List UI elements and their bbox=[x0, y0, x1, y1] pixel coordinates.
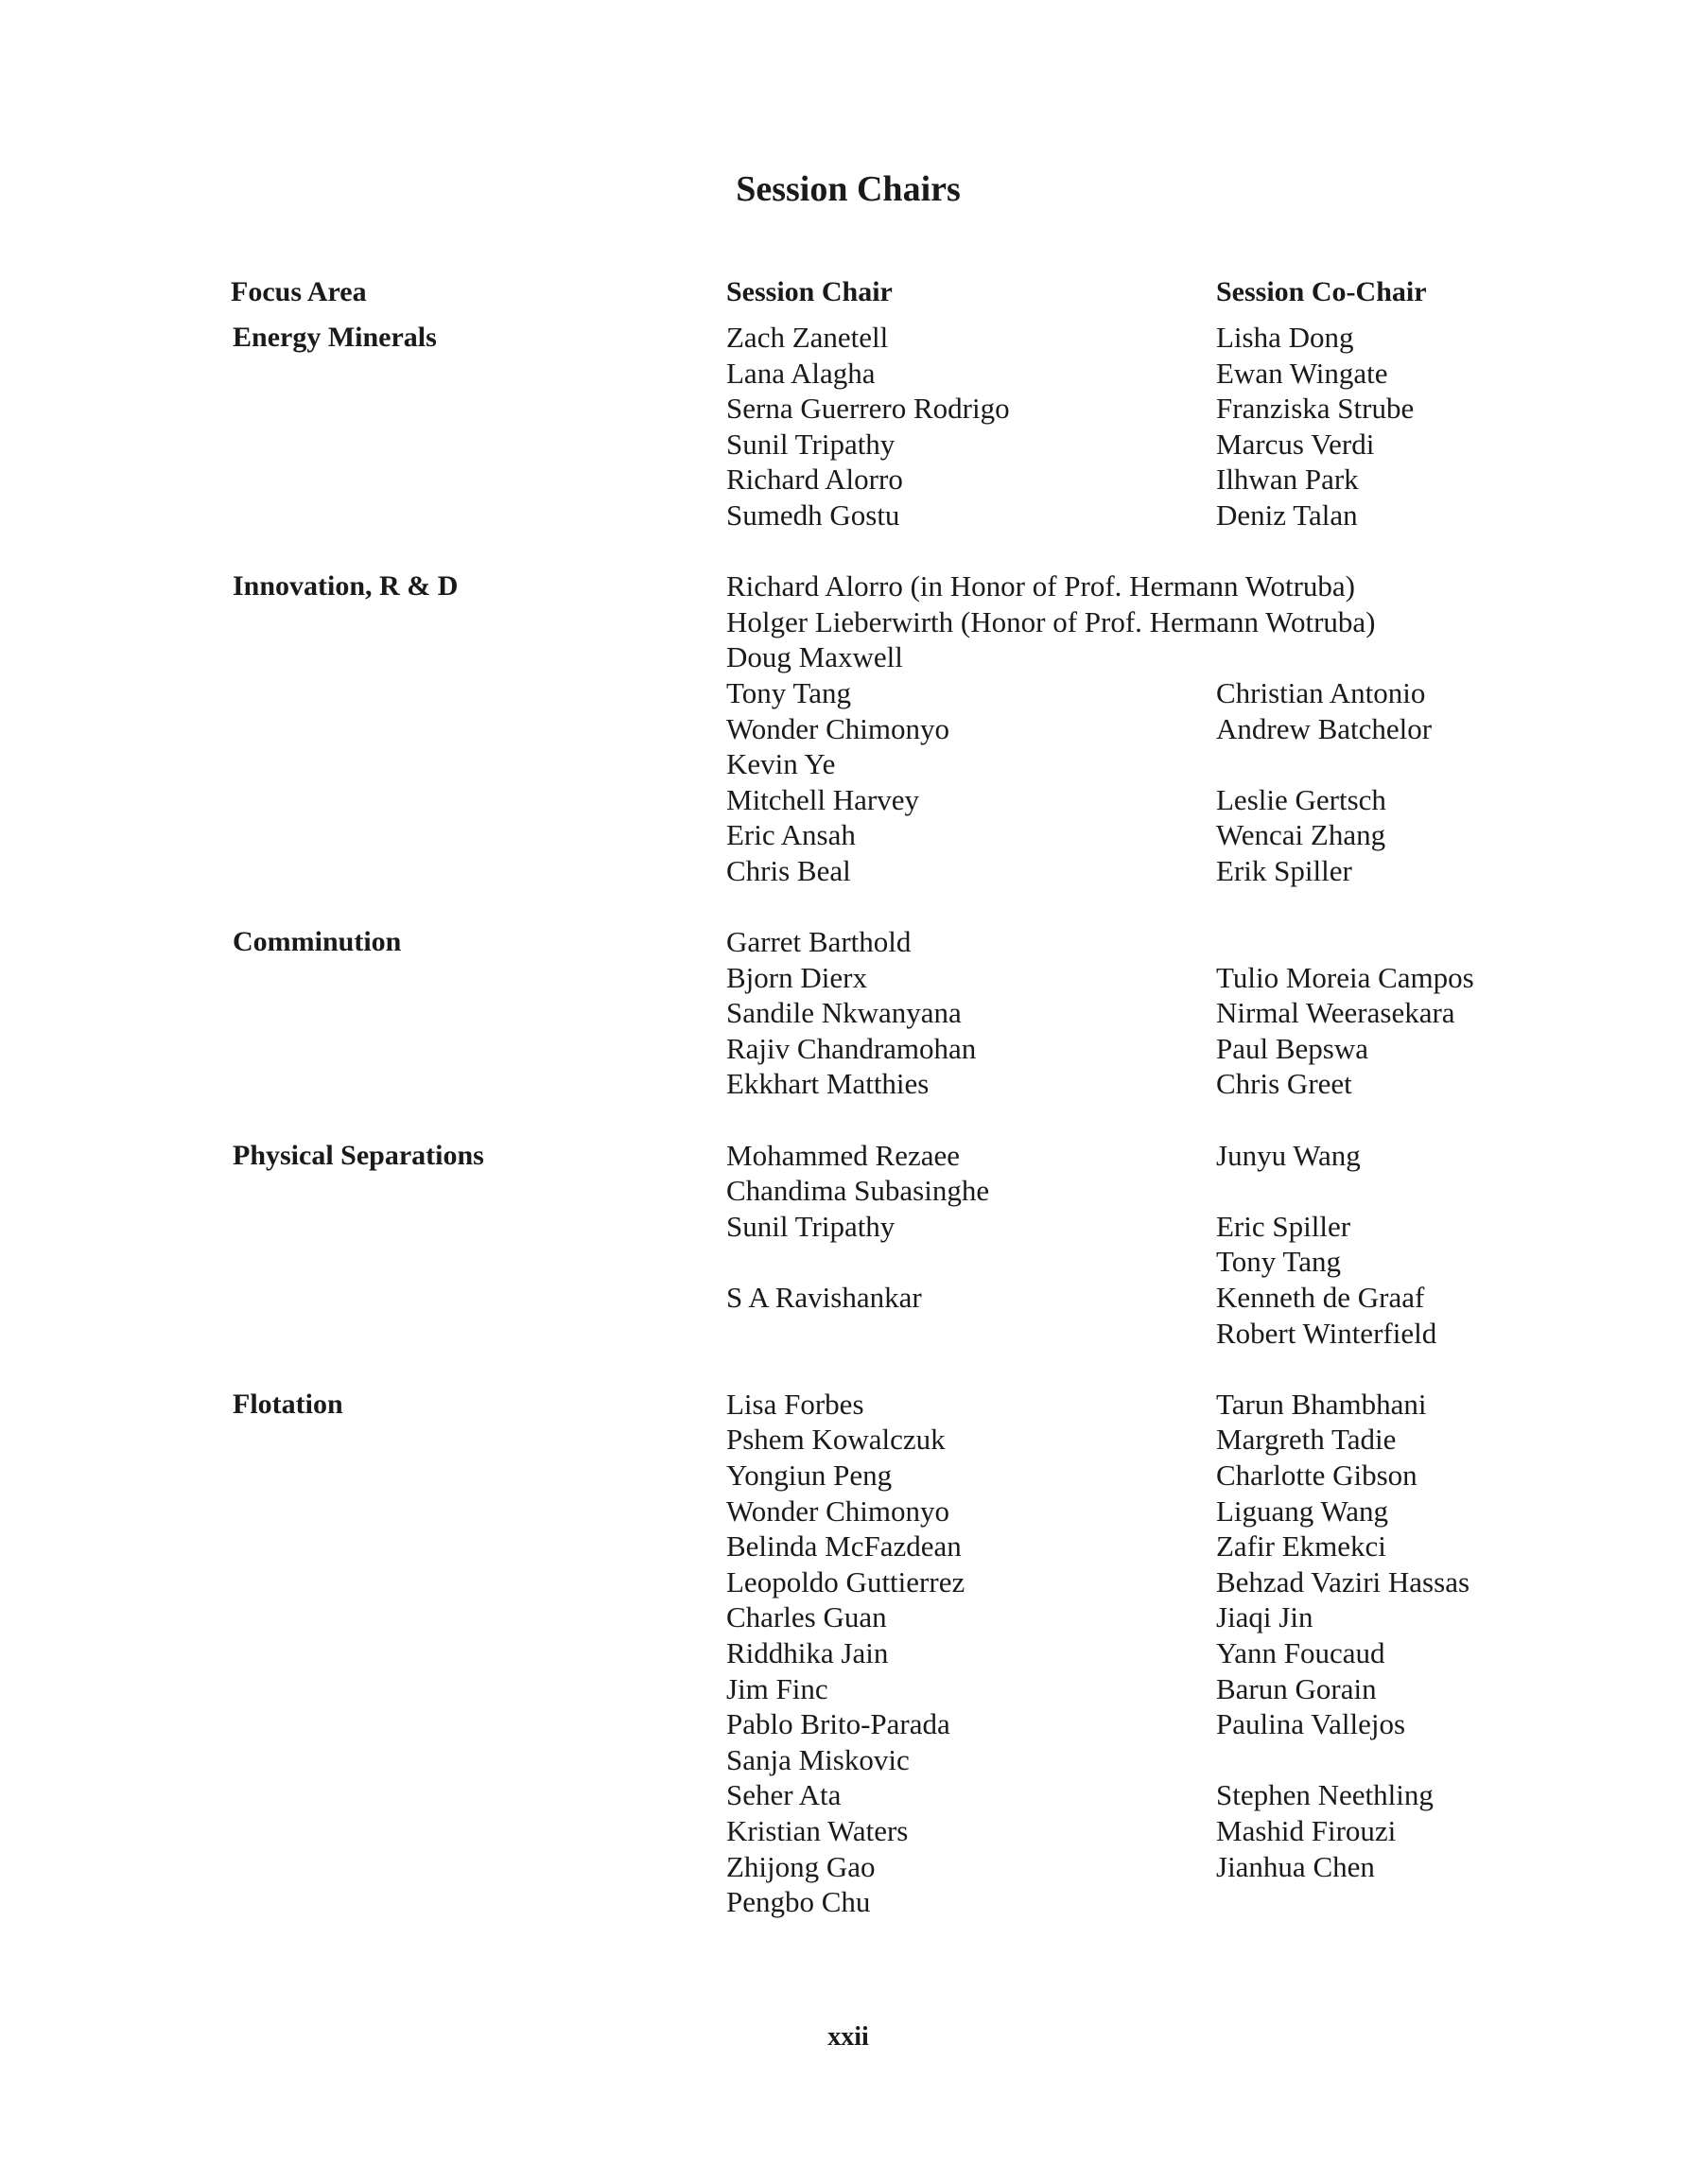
session-chair-name: Riddhika Jain bbox=[726, 1635, 889, 1669]
table-row bbox=[0, 1564, 1687, 1600]
session-cochair-name: Junyu Wang bbox=[1216, 1138, 1361, 1172]
session-chair-name: Doug Maxwell bbox=[726, 640, 903, 674]
table-row bbox=[0, 1387, 1687, 1423]
session-chair-name: Sunil Tripathy bbox=[726, 427, 896, 461]
session-cochair-name: Christian Antonio bbox=[1216, 675, 1426, 709]
focus-area-label: Energy Minerals bbox=[233, 322, 437, 353]
table-row bbox=[0, 1599, 1687, 1635]
table-row bbox=[0, 320, 1687, 356]
session-chair-name: Kristian Waters bbox=[726, 1813, 909, 1847]
session-cochair-name: Erik Spiller bbox=[1216, 853, 1352, 887]
table-row bbox=[0, 391, 1687, 427]
session-cochair-name: Behzad Vaziri Hassas bbox=[1216, 1564, 1470, 1599]
table-row bbox=[0, 711, 1687, 747]
table-row bbox=[0, 604, 1687, 640]
session-cochair-name: Deniz Talan bbox=[1216, 498, 1358, 532]
session-chair-name: Sandile Nkwanyana bbox=[726, 996, 962, 1030]
table-row bbox=[0, 817, 1687, 853]
session-chair-name: Yongiun Peng bbox=[726, 1459, 893, 1492]
focus-area-label: Physical Separations bbox=[233, 1139, 484, 1171]
page-number: xxii bbox=[827, 2022, 869, 2052]
session-chair-name: Tony Tang bbox=[726, 675, 851, 709]
session-chair-name: Sanja Miskovic bbox=[726, 1742, 910, 1776]
table-row bbox=[0, 1066, 1687, 1102]
focus-area-section bbox=[0, 320, 1687, 533]
table-row bbox=[0, 1813, 1687, 1849]
session-chair-name: Bjorn Dierx bbox=[726, 960, 867, 994]
session-chair-name: Pablo Brito-Parada bbox=[726, 1707, 950, 1741]
table-row bbox=[0, 1209, 1687, 1245]
focus-area-section bbox=[0, 924, 1687, 1102]
table-row bbox=[0, 1529, 1687, 1564]
session-cochair-name: Marcus Verdi bbox=[1216, 427, 1375, 461]
session-chair-name: Zach Zanetell bbox=[726, 321, 889, 354]
session-chair-name: Leopoldo Guttierrez bbox=[726, 1564, 965, 1599]
table-row bbox=[0, 462, 1687, 498]
session-cochair-name: Ewan Wingate bbox=[1216, 356, 1388, 390]
focus-area-label: Flotation bbox=[233, 1388, 343, 1420]
table-row bbox=[0, 1458, 1687, 1494]
table-row bbox=[0, 853, 1687, 889]
session-chair-name: Mitchell Harvey bbox=[726, 782, 920, 816]
session-chair-name: Jim Finc bbox=[726, 1671, 828, 1705]
table-row bbox=[0, 782, 1687, 818]
table-row bbox=[0, 498, 1687, 533]
session-chair-name: Kevin Ye bbox=[726, 747, 836, 781]
session-cochair-name: Nirmal Weerasekara bbox=[1216, 996, 1455, 1030]
header-session-chair: Session Chair bbox=[726, 276, 893, 307]
session-cochair-name: Wencai Zhang bbox=[1216, 818, 1386, 852]
header-session-cochair: Session Co-Chair bbox=[1216, 276, 1427, 307]
session-cochair-name: Eric Spiller bbox=[1216, 1209, 1351, 1243]
session-cochair-name: Charlotte Gibson bbox=[1216, 1459, 1417, 1492]
focus-area-section bbox=[0, 1387, 1687, 1920]
table-row bbox=[0, 675, 1687, 711]
table-row bbox=[0, 1849, 1687, 1885]
session-cochair-name: Paul Bepswa bbox=[1216, 1031, 1369, 1065]
session-cochair-name: Mashid Firouzi bbox=[1216, 1813, 1397, 1847]
session-chair-name: Sumedh Gostu bbox=[726, 498, 900, 532]
session-chair-name: Serna Guerrero Rodrigo bbox=[726, 392, 1010, 426]
table-row bbox=[0, 746, 1687, 782]
table-row bbox=[0, 1884, 1687, 1920]
session-chair-name: Pengbo Chu bbox=[726, 1885, 871, 1919]
session-chair-name: Belinda McFazdean bbox=[726, 1529, 962, 1564]
session-chair-name: Wonder Chimonyo bbox=[726, 1494, 950, 1528]
table-row bbox=[0, 995, 1687, 1031]
page-title: Session Chairs bbox=[736, 169, 961, 209]
session-chair-name: Lisa Forbes bbox=[726, 1387, 864, 1421]
table-row bbox=[0, 1244, 1687, 1280]
session-chair-name: Mohammed Rezaee bbox=[726, 1138, 961, 1172]
table-row bbox=[0, 1742, 1687, 1778]
table-row bbox=[0, 1280, 1687, 1316]
header-focus-area: Focus Area bbox=[231, 276, 367, 307]
session-cochair-name: Andrew Batchelor bbox=[1216, 711, 1433, 745]
table-row bbox=[0, 639, 1687, 675]
session-cochair-name: Stephen Neethling bbox=[1216, 1778, 1434, 1812]
table-row bbox=[0, 1422, 1687, 1458]
table-header bbox=[0, 276, 1687, 314]
session-chair-name: Sunil Tripathy bbox=[726, 1209, 896, 1243]
table-row bbox=[0, 960, 1687, 996]
session-cochair-name: Jianhua Chen bbox=[1216, 1849, 1375, 1883]
table-row bbox=[0, 1173, 1687, 1209]
session-cochair-name: Leslie Gertsch bbox=[1216, 782, 1386, 816]
session-chair-name: Chandima Subasinghe bbox=[726, 1174, 990, 1208]
session-chair-name: Ekkhart Matthies bbox=[726, 1067, 930, 1101]
focus-area-label: Innovation, R & D bbox=[233, 570, 459, 603]
session-chair-name: Richard Alorro bbox=[726, 463, 903, 497]
session-cochair-name: Robert Winterfield bbox=[1216, 1316, 1437, 1350]
session-cochair-name: Jiaqi Jin bbox=[1216, 1600, 1313, 1634]
session-chair-name: Eric Ansah bbox=[726, 818, 856, 852]
session-cochair-name: Paulina Vallejos bbox=[1216, 1707, 1406, 1741]
session-cochair-name: Franziska Strube bbox=[1216, 392, 1415, 426]
session-cochair-name: Chris Greet bbox=[1216, 1067, 1352, 1101]
session-cochair-name: Margreth Tadie bbox=[1216, 1423, 1397, 1457]
table-row bbox=[0, 1706, 1687, 1742]
session-chair-name: Holger Lieberwirth (Honor of Prof. Hermann Wotruba) bbox=[726, 604, 1376, 638]
session-chair-name: Wonder Chimonyo bbox=[726, 711, 950, 745]
focus-area-label: Comminution bbox=[233, 926, 402, 958]
table-row bbox=[0, 1671, 1687, 1707]
table-row bbox=[0, 356, 1687, 392]
session-cochair-name: Tarun Bhambhani bbox=[1216, 1387, 1427, 1421]
session-cochair-name: Lisha Dong bbox=[1216, 321, 1354, 354]
session-chairs-table bbox=[0, 320, 1687, 1955]
session-chair-name: Charles Guan bbox=[726, 1600, 887, 1634]
session-chair-name: Rajiv Chandramohan bbox=[726, 1031, 977, 1065]
focus-area-section bbox=[0, 1138, 1687, 1352]
session-cochair-name: Kenneth de Graaf bbox=[1216, 1281, 1425, 1315]
session-chair-name: Lana Alagha bbox=[726, 356, 876, 390]
session-chair-name: Richard Alorro (in Honor of Prof. Hermann Wotruba) bbox=[726, 569, 1356, 603]
table-row bbox=[0, 427, 1687, 463]
table-row bbox=[0, 924, 1687, 960]
table-row bbox=[0, 1138, 1687, 1174]
table-row bbox=[0, 1635, 1687, 1671]
session-cochair-name: Liguang Wang bbox=[1216, 1494, 1389, 1528]
session-cochair-name: Tulio Moreia Campos bbox=[1216, 960, 1474, 994]
session-chair-name: Chris Beal bbox=[726, 853, 851, 887]
session-cochair-name: Barun Gorain bbox=[1216, 1671, 1377, 1705]
session-cochair-name: Tony Tang bbox=[1216, 1245, 1341, 1279]
session-chair-name: Zhijong Gao bbox=[726, 1849, 876, 1883]
table-row bbox=[0, 568, 1687, 604]
session-chair-name: Pshem Kowalczuk bbox=[726, 1423, 946, 1457]
session-chair-name: S A Ravishankar bbox=[726, 1281, 922, 1315]
session-cochair-name: Yann Foucaud bbox=[1216, 1635, 1385, 1669]
focus-area-section bbox=[0, 568, 1687, 888]
table-row bbox=[0, 1031, 1687, 1067]
table-row bbox=[0, 1494, 1687, 1529]
session-cochair-name: Zafir Ekmekci bbox=[1216, 1529, 1386, 1564]
session-cochair-name: Ilhwan Park bbox=[1216, 463, 1359, 497]
session-chair-name: Garret Barthold bbox=[726, 925, 912, 959]
table-row bbox=[0, 1777, 1687, 1813]
table-row bbox=[0, 1316, 1687, 1352]
session-chair-name: Seher Ata bbox=[726, 1778, 842, 1812]
